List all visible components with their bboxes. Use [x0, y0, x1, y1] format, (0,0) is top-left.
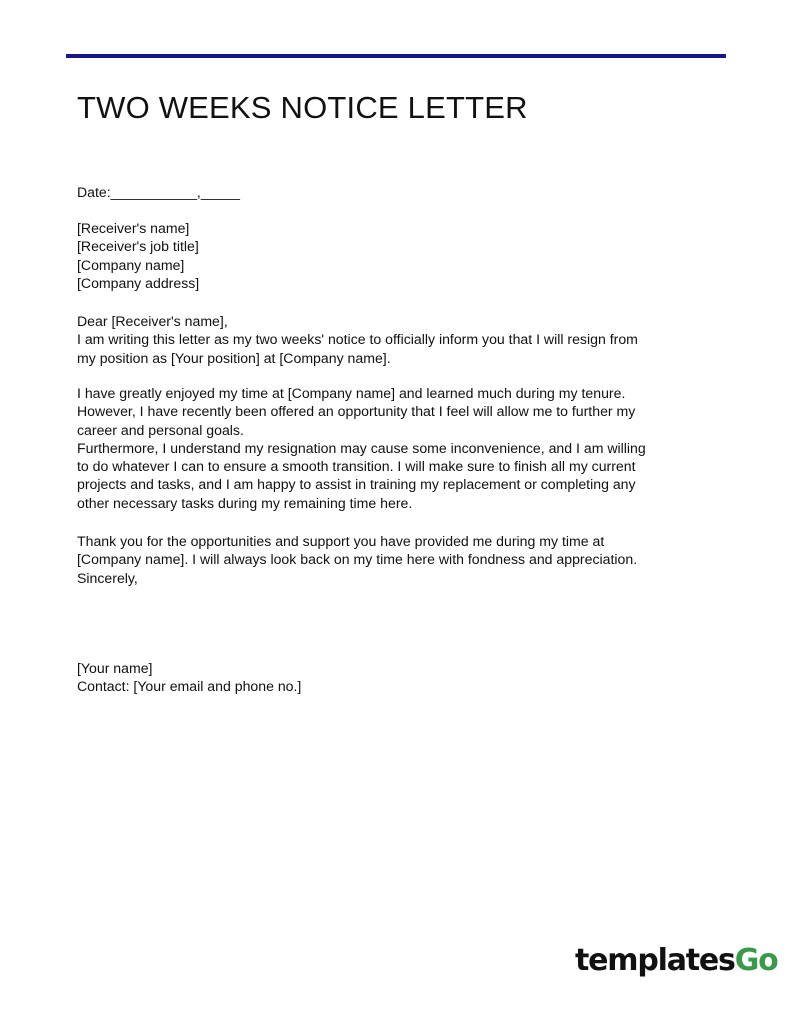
- receiver-address-block: [77, 219, 717, 292]
- receiver-job-title: [Receiver's job title]: [77, 238, 199, 255]
- receiver-name: [Receiver's name]: [77, 220, 190, 236]
- templatesgo-logo: [575, 941, 778, 981]
- document-title: TWO WEEKS NOTICE LETTER: [77, 90, 528, 125]
- signature-block: [77, 659, 717, 696]
- date-line: [77, 183, 717, 201]
- paragraph-line: I am writing this letter as my two weeks' notice to officially inform you that I will resign from: [77, 331, 638, 348]
- receiver-company-address: [Company address]: [77, 274, 200, 291]
- paragraph-line: to do whatever I can to ensure a smooth transition. I will make sure to finish all my current: [77, 458, 636, 475]
- paragraph-line: [Company name]. I will always look back on my time here with fondness and appreciation.: [77, 551, 638, 568]
- logo-text-templates: templates: [575, 943, 735, 978]
- header-rule: [66, 54, 726, 58]
- salutation-paragraph: [77, 312, 717, 367]
- signature-contact: Contact: [Your email and phone no.]: [77, 678, 302, 695]
- logo-text-go: Go: [734, 943, 778, 978]
- paragraph-line: Thank you for the opportunities and support you have provided me during my time at: [77, 533, 605, 549]
- paragraph-line: projects and tasks, and I am happy to assist in training my replacement or completing any: [77, 476, 636, 493]
- paragraph-line: career and personal goals.: [77, 421, 244, 438]
- signature-name: [Your name]: [77, 660, 153, 676]
- paragraph-line: my position as [Your position] at [Company name].: [77, 349, 391, 366]
- sign-off: Sincerely,: [77, 569, 138, 586]
- body-paragraph-2: [77, 384, 717, 512]
- paragraph-line: However, I have recently been offered an opportunity that I feel will allow me to further my: [77, 403, 636, 420]
- paragraph-line: Furthermore, I understand my resignation may cause some inconvenience, and I am willing: [77, 439, 646, 456]
- date-text: Date:___________,_____: [77, 184, 241, 200]
- salutation: Dear [Receiver's name],: [77, 313, 228, 329]
- closing-paragraph: [77, 532, 717, 587]
- paragraph-line: other necessary tasks during my remaining time here.: [77, 494, 413, 511]
- paragraph-line: I have greatly enjoyed my time at [Company name] and learned much during my tenure.: [77, 385, 626, 401]
- receiver-company-name: [Company name]: [77, 256, 185, 273]
